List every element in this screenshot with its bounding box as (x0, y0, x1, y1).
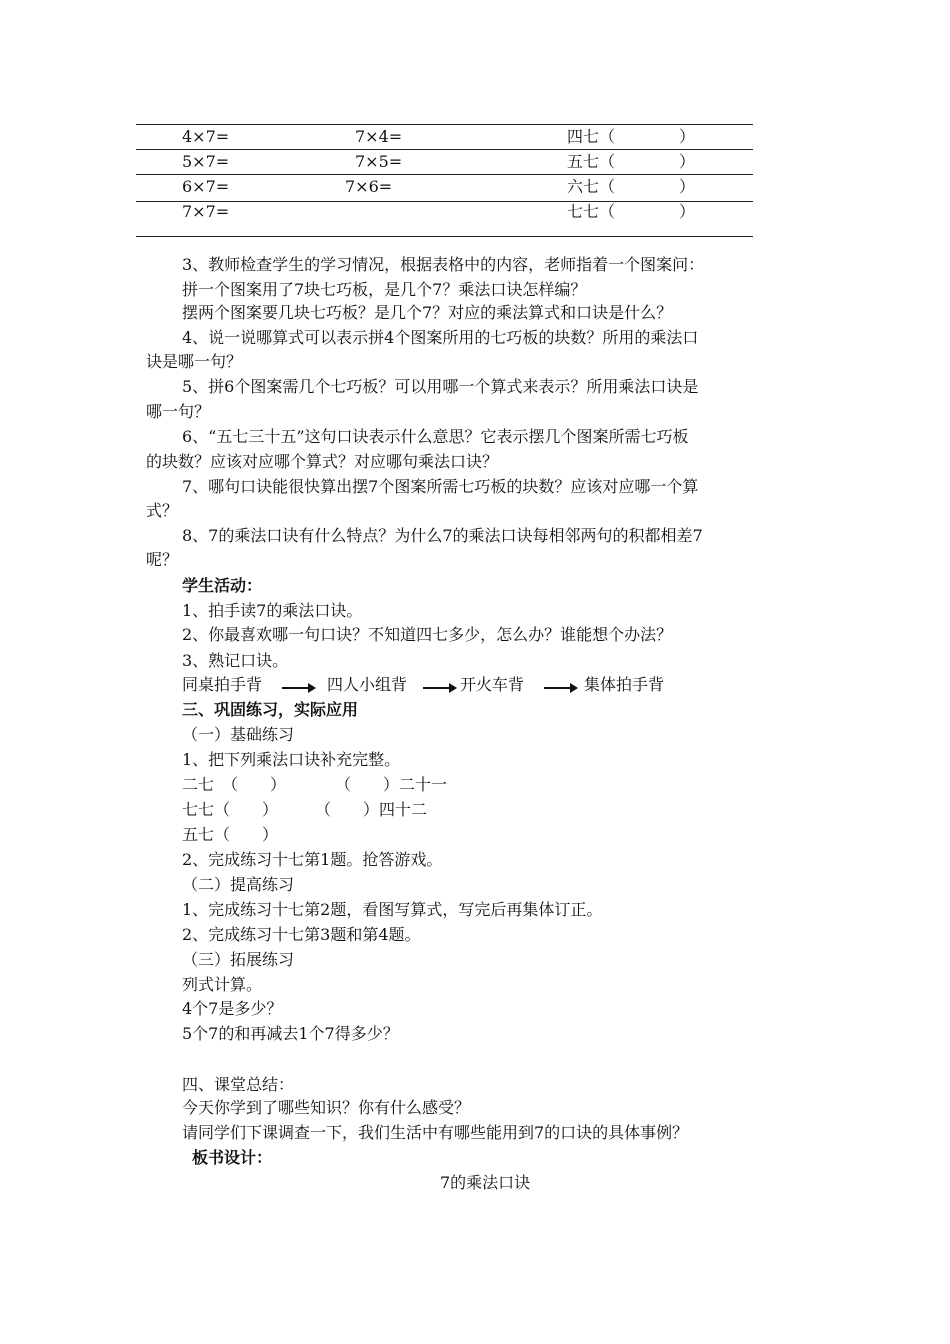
paragraph: 4、说一说哪算式可以表示拼4个图案所用的七巧板的块数？所用的乘法口 (182, 328, 699, 347)
table-cell: 7×5= (355, 152, 403, 171)
paragraph: 7、哪句口诀能很快算出摆7个图案所需七巧板的块数？应该对应哪一个算 (182, 477, 699, 496)
table-cell: 5×7= (182, 152, 230, 171)
table-line-1 (136, 124, 753, 125)
board-heading: 板书设计： (192, 1148, 273, 1167)
paragraph: 2、你最喜欢哪一句口诀？不知道四七多少，怎么办？谁能想个办法？ (182, 625, 673, 644)
paragraph: 6、“五七三十五”这句口诀表示什么意思？它表示摆几个图案所需七巧板 (182, 427, 689, 446)
paragraph: 式？ (146, 501, 179, 520)
section-heading: 学生活动： (182, 576, 263, 595)
paragraph: 1、完成练习十七第2题，看图写算式，写完后再集体订正。 (182, 900, 603, 919)
paragraph: 诀是哪一句？ (146, 352, 243, 371)
table-cell: 7×4= (355, 127, 403, 146)
table-cell: 七七（ ） (567, 202, 696, 221)
table-cell: 6×7= (182, 177, 230, 196)
subsection-heading: （一）基础练习 (182, 725, 295, 744)
table-cell: 四七（ ） (567, 127, 696, 146)
table-cell: 7×6= (345, 177, 393, 196)
table-cell: 五七（ ） (567, 152, 696, 171)
arrow-right-icon (423, 687, 455, 689)
flow-step: 同桌拍手背 (182, 675, 263, 694)
paragraph: 1、把下列乘法口诀补充完整。 (182, 750, 401, 769)
paragraph: 3、熟记口诀。 (182, 651, 289, 670)
section-heading: 四、课堂总结： (182, 1075, 295, 1094)
board-title: 7的乘法口诀 (440, 1173, 531, 1192)
paragraph: 今天你学到了哪些知识？你有什么感受？ (182, 1098, 471, 1117)
fill-item: 二七 （ ） (182, 775, 287, 794)
subsection-heading: （二）提高练习 (182, 875, 295, 894)
paragraph: 列式计算。 (182, 975, 263, 994)
flow-step: 集体拍手背 (584, 675, 665, 694)
paragraph: 2、完成练习十七第3题和第4题。 (182, 925, 421, 944)
subsection-heading: （三）拓展练习 (182, 950, 295, 969)
paragraph: 呢？ (146, 550, 179, 569)
paragraph: 摆两个图案要几块七巧板？是几个7？对应的乘法算式和口诀是什么？ (182, 303, 673, 322)
arrow-right-icon (282, 687, 314, 689)
table-cell: 4×7= (182, 127, 230, 146)
fill-item: （ ）四十二 (315, 800, 428, 819)
paragraph: 1、拍手读7的乘法口诀。 (182, 601, 363, 620)
arrow-right-icon (544, 687, 576, 689)
fill-item: （ ）二十一 (335, 775, 448, 794)
section-heading: 三、巩固练习，实际应用 (182, 700, 359, 719)
table-line-2 (136, 149, 753, 150)
table-cell: 六七（ ） (567, 177, 696, 196)
flow-step: 四人小组背 (327, 675, 408, 694)
paragraph: 2、完成练习十七第1题。抢答游戏。 (182, 850, 443, 869)
paragraph: 5、拼6个图案需几个七巧板？可以用哪一个算式来表示？所用乘法口诀是 (182, 377, 699, 396)
paragraph: 的块数？应该对应哪个算式？对应哪句乘法口诀？ (146, 452, 499, 471)
paragraph: 哪一句？ (146, 402, 211, 421)
table-line-3 (136, 174, 753, 175)
paragraph: 请同学们下课调查一下，我们生活中有哪些能用到7的口诀的具体事例？ (182, 1123, 689, 1142)
paragraph: 8、7的乘法口诀有什么特点？为什么7的乘法口诀每相邻两句的积都相差7 (182, 526, 703, 545)
fill-item: 七七（ ） (182, 800, 279, 819)
paragraph: 5个7的和再减去1个7得多少？ (182, 1024, 399, 1043)
fill-item: 五七（ ） (182, 825, 279, 844)
table-cell: 7×7= (182, 202, 230, 221)
flow-step: 开火车背 (460, 675, 525, 694)
paragraph: 4个7是多少？ (182, 999, 283, 1018)
paragraph: 拼一个图案用了7块七巧板，是几个7？乘法口诀怎样编？ (182, 280, 587, 299)
paragraph: 3、教师检查学生的学习情况，根据表格中的内容，老师指着一个图案问： (182, 255, 705, 274)
table-line-5 (136, 236, 753, 237)
